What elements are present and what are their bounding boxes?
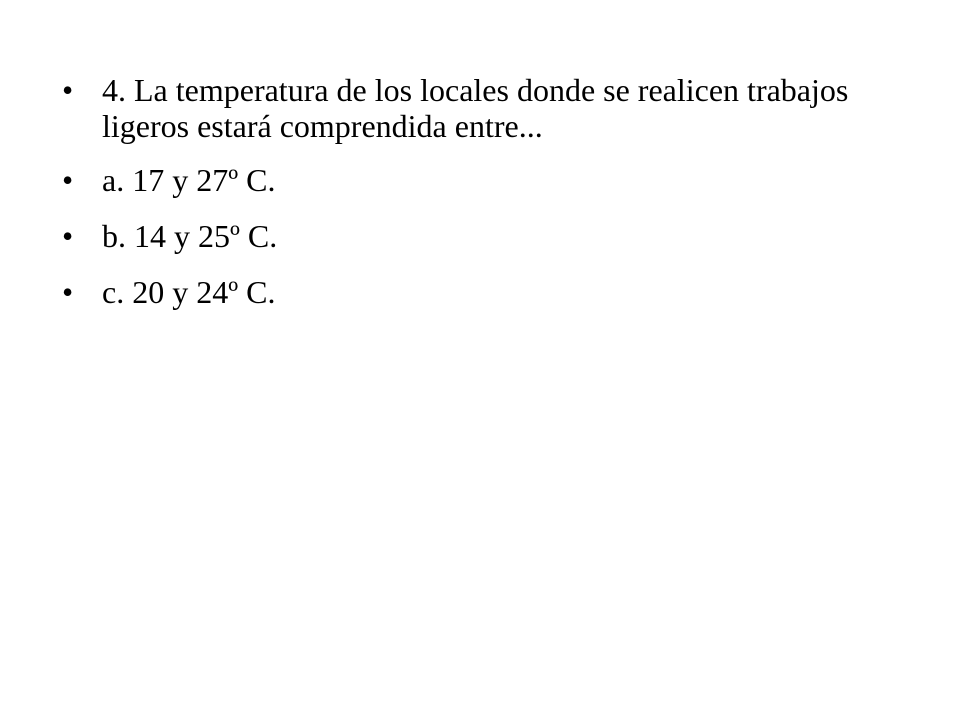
answer-option-b-text: b. 14 y 25º C. (102, 218, 278, 254)
question-bullet-list (62, 72, 882, 330)
bullet-icon: • (62, 218, 74, 254)
answer-option-c-text: c. 20 y 24º C. (102, 274, 276, 310)
question-text: 4. La temperatura de los locales donde se realicen trabajos ligeros estará comprendida entre... (102, 72, 849, 144)
answer-option-c (62, 274, 882, 310)
question-item (62, 72, 882, 144)
answer-option-a-text: a. 17 y 27º C. (102, 162, 276, 198)
answer-option-b (62, 218, 882, 254)
bullet-icon: • (62, 274, 74, 310)
bullet-icon: • (62, 162, 74, 198)
answer-option-a (62, 162, 882, 198)
bullet-icon: • (62, 72, 74, 108)
